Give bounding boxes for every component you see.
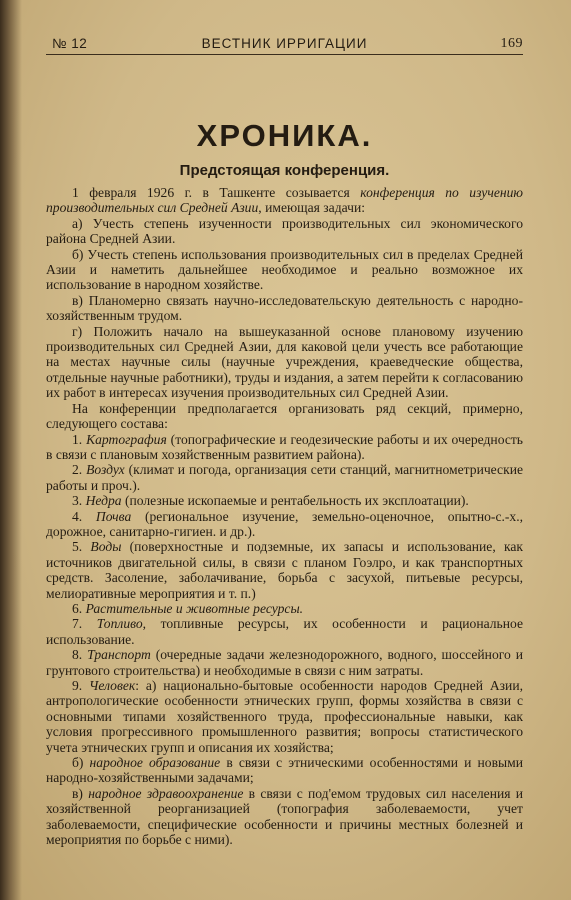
paragraph — [46, 678, 523, 755]
paragraph-text: 9. — [72, 678, 90, 693]
paragraph — [46, 432, 523, 463]
page-number: 169 — [500, 36, 523, 51]
paragraph-text: 3. — [72, 493, 86, 509]
paragraph — [46, 216, 523, 247]
emphasized-term: Недра — [85, 493, 122, 509]
emphasized-term: Растительные и животные ресурсы. — [85, 600, 304, 616]
article-title: Предстоящая конференция. — [179, 162, 390, 179]
paragraph — [46, 755, 523, 786]
section-title: ХРОНИКА. — [196, 118, 373, 153]
paragraph-text: 4. — [72, 508, 96, 524]
paragraph-text: а) Учесть степень изученности производительных сил экономического района Средней Азии. — [46, 215, 523, 247]
header-rule — [46, 54, 523, 55]
emphasized-term: народное здравоохранение — [88, 785, 244, 801]
paragraph-text: в связи с этническими особенностями и новыми народно-хозяйственными задачами; — [46, 755, 524, 786]
paragraph — [46, 185, 523, 216]
paragraph-text: в связи с под'емом трудовых сил населения и хозяйственной реорганизацией (топография заболеваемости, учет заболеваемости, специфические особенности и причины местных болезней и мероприятия по борьбе с ними). — [46, 785, 524, 848]
paragraph — [46, 601, 523, 616]
paragraph — [46, 509, 523, 540]
paragraph-text: 1 февраля 1926 г. в Ташкенте созывается — [72, 185, 361, 200]
paragraph-text: , имеющая задачи: — [258, 200, 365, 216]
paragraph-text: 2. — [72, 462, 87, 478]
issue-number: № 12 — [52, 36, 88, 51]
emphasized-term: Воздух — [86, 462, 125, 478]
paragraph-text: 6. — [72, 600, 86, 616]
article-body — [46, 185, 523, 847]
paragraph-text: б) Учесть степень использования производительных сил в пределах Средней Азии и наметить дальнейшее необходимое и реально возможное их использование в народном хозяйстве. — [46, 246, 523, 293]
paragraph — [46, 539, 523, 601]
paragraph-text: (поверхностные и подземные, их запасы и использование, как источников двигательной силы, в связи с планом Гоэлро, и как транспортных средств. Засоление, заболачивание, борьба с засухой, питьевые ресурсы, мелиоративные мероприятия и т. п.) — [46, 539, 523, 601]
emphasized-term: Почва — [95, 508, 132, 524]
paragraph — [46, 647, 523, 678]
paragraph-text: в) Планомерно связать научно-исследовательскую деятельность с народно-хозяйственным трудом. — [46, 292, 523, 324]
emphasized-term: Человек — [89, 678, 136, 693]
paragraph — [46, 293, 523, 324]
emphasized-term: Топливо — [96, 616, 143, 632]
emphasized-term: Картография — [86, 431, 167, 447]
paragraph-text: г) Положить начало на вышеуказанной основе плановому изучению производительных сил Средней Азии, для каковой цели учесть все работающие на местах научные силы (научные учреждения, краеведческие общества, отдельные научные работники), труды и издания, а затем перейти к согласованию их работ в интересах изучения производительных сил Средней Азии. — [46, 323, 523, 401]
emphasized-term: народное образование — [89, 755, 221, 771]
paragraph-text: (климат и погода, организация сети станций, магнитнометрические работы и проч.). — [46, 462, 523, 493]
paragraph — [46, 786, 523, 848]
paragraph-text: в) — [72, 785, 89, 801]
paragraph-text: , топливные ресурсы, их особенности и рациональное использование. — [46, 616, 524, 647]
paragraph-text: (топографические и геодезические работы и их очередность в связи с плановым хозяйственным развитием района). — [46, 431, 524, 462]
paragraph — [46, 616, 523, 647]
emphasized-term: Воды — [90, 539, 122, 555]
paragraph-text: (полезные ископаемые и рентабельность их эксплоатации). — [121, 493, 469, 509]
paragraph — [46, 247, 523, 293]
paragraph-text: 7. — [72, 616, 97, 632]
paragraph-text: 5. — [72, 539, 91, 555]
journal-title: ВЕСТНИК ИРРИГАЦИИ — [201, 36, 368, 51]
paragraph-text: На конференции предполагается организовать ряд секций, примерно, следующего состава: — [46, 400, 523, 432]
paragraph — [46, 462, 523, 493]
paragraph-text: (региональное изучение, земельно-оценочное, опытно-с.-х., дорожное, санитарно-гигиен. и др.). — [46, 508, 524, 539]
paragraph-text: б) — [72, 755, 90, 771]
paragraph — [46, 493, 523, 508]
book-spine-shadow — [0, 0, 22, 900]
emphasized-term: конференция по изучению производительных сил Средней Азии — [46, 185, 523, 216]
paragraph-text: (очередные задачи железнодорожного, водного, шоссейного и грунтового строительства) и необходимые в связи с ним затраты. — [46, 647, 524, 678]
paragraph-text: 1. — [72, 431, 87, 447]
paragraph-text: : а) национально-бытовые особенности народов Средней Азии, антропологические особенности этнических групп, формы хозяйства в связи с основными типами хозяйственного труда, профессиональные навыки, как условия прогрессивного промышленного развития; вопросы статистического учета этнических групп и описания их хозяйства; — [46, 678, 523, 755]
paragraph-text: 8. — [72, 647, 88, 663]
paragraph — [46, 324, 523, 401]
paragraph — [46, 401, 523, 432]
emphasized-term: Транспорт — [87, 647, 151, 663]
running-header — [46, 36, 523, 54]
